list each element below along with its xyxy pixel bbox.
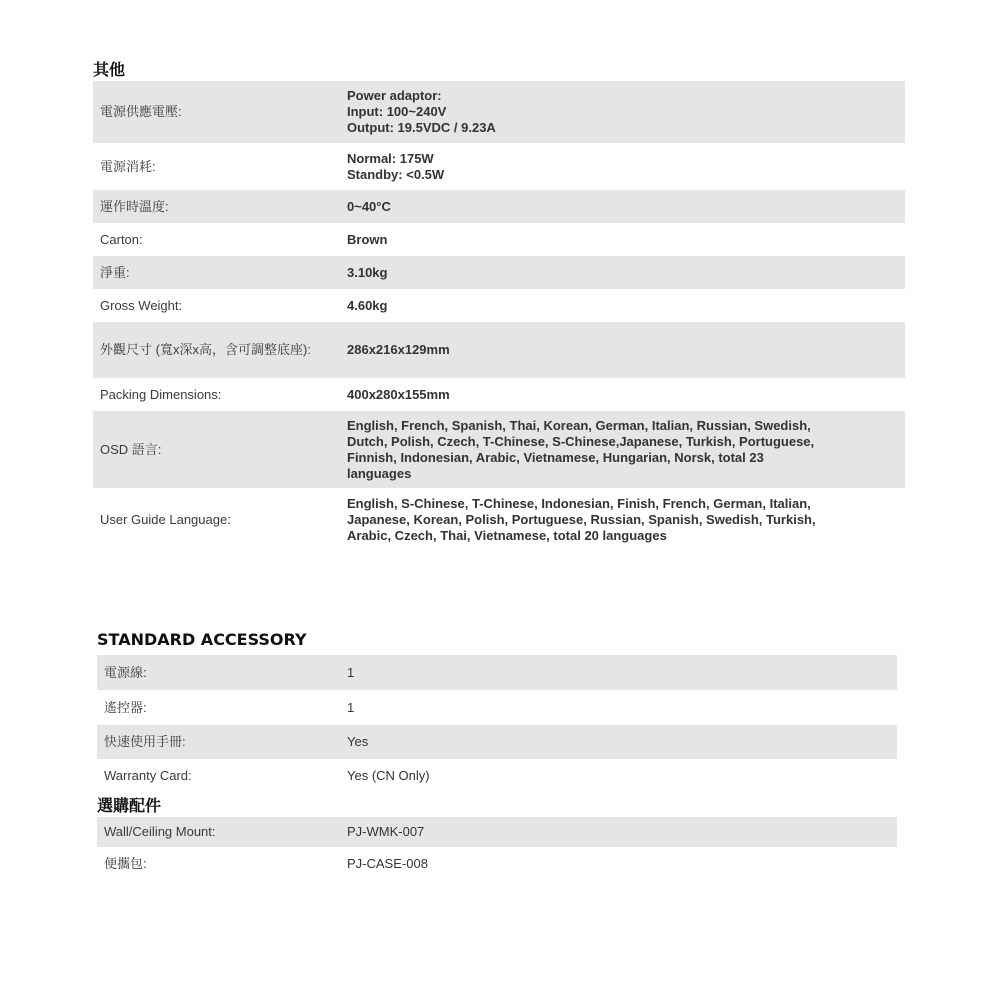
- table-row: [93, 81, 905, 143]
- spec-label: Wall/Ceiling Mount:: [97, 817, 340, 847]
- spec-value: PJ-WMK-007: [340, 817, 897, 847]
- spec-label: Carton:: [100, 231, 143, 247]
- table-row: [97, 817, 897, 847]
- spec-table-standard-accessory: [97, 655, 897, 793]
- spec-value: 286x216x129mm: [340, 322, 905, 378]
- spec-value: 1: [340, 655, 897, 690]
- section-title-optional-accessory: 選購配件: [97, 796, 162, 815]
- spec-label: 快速使用手冊:: [97, 725, 340, 759]
- spec-value: 400x280x155mm: [347, 386, 450, 402]
- table-row: [93, 411, 905, 488]
- spec-value: English, French, Spanish, Thai, Korean, German, Italian, Russian, Swedish, Dutch, Polish, Czech, T-Chinese, S-Chinese,Japanese, Turkish, Portuguese, Finnish, Indonesian, Arabic, Vietnamese, Hungarian, Norsk, total 23 languages: [340, 411, 905, 488]
- spec-value: 3.10kg: [340, 256, 905, 289]
- spec-label: 淨重:: [93, 256, 340, 289]
- spec-value: Yes (CN Only): [347, 768, 430, 783]
- spec-value: Power adaptor: Input: 100~240V Output: 19.5VDC / 9.23A: [340, 81, 905, 143]
- table-row: [97, 759, 897, 793]
- table-row: [93, 190, 905, 223]
- spec-label: 電源供應電壓:: [93, 81, 340, 143]
- spec-label: Packing Dimensions:: [100, 386, 222, 402]
- spec-label: Warranty Card:: [104, 768, 192, 783]
- spec-label: 遙控器:: [104, 699, 147, 715]
- spec-table-other: [93, 81, 905, 552]
- table-row: [93, 289, 905, 322]
- spec-value: English, S-Chinese, T-Chinese, Indonesian, Finish, French, German, Italian, Japanese, Korean, Polish, Portuguese, Russian, Spanish, Swedish, Turkish, Arabic, Czech, Thai, Vietnamese, total 20 languages: [347, 496, 816, 543]
- table-row: [93, 256, 905, 289]
- spec-value: 0~40°C: [340, 190, 905, 223]
- spec-value: Normal: 175W Standby: <0.5W: [347, 150, 445, 182]
- table-row: [97, 847, 897, 881]
- spec-label: 電源線:: [97, 655, 340, 690]
- spec-label: User Guide Language:: [100, 512, 231, 527]
- spec-label: 電源消耗:: [100, 158, 156, 174]
- spec-label: 外觀尺寸 (寬x深x高，含可調整底座):: [93, 322, 340, 378]
- table-row: [97, 725, 897, 759]
- table-row: [97, 690, 897, 725]
- table-row: [93, 143, 905, 190]
- spec-label: 運作時溫度:: [93, 190, 340, 223]
- table-row: [97, 655, 897, 690]
- spec-value: PJ-CASE-008: [347, 856, 428, 871]
- table-row: [93, 488, 905, 552]
- table-row: [93, 378, 905, 411]
- spec-label: OSD 語言:: [93, 411, 340, 488]
- table-row: [93, 322, 905, 378]
- spec-value: 4.60kg: [347, 297, 388, 313]
- spec-value: Yes: [340, 725, 897, 759]
- table-row: [93, 223, 905, 256]
- spec-value: 1: [347, 699, 355, 715]
- section-title-other: 其他: [93, 60, 126, 79]
- spec-label: Gross Weight:: [100, 297, 183, 313]
- section-title-standard-accessory: STANDARD ACCESSORY: [97, 630, 307, 649]
- spec-value: Brown: [347, 231, 388, 247]
- spec-table-optional-accessory: [97, 817, 897, 881]
- spec-label: 便攜包:: [104, 856, 147, 871]
